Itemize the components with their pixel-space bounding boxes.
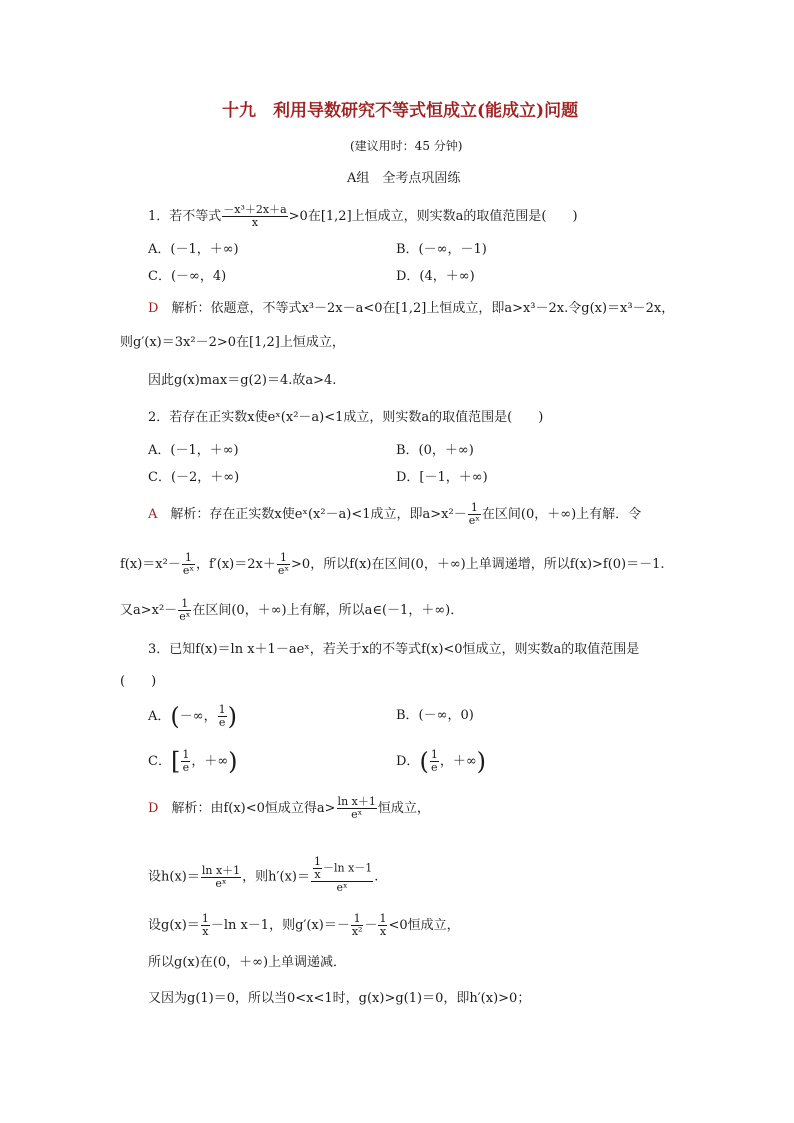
q3-frac-hp-inner-den: x xyxy=(314,868,321,881)
q1-option-c: C．(－∞，4) xyxy=(148,269,227,284)
q2-frac1 xyxy=(468,502,481,527)
q1-sol1: 解析：依题意，不等式x³－2x－a<0在[1,2]上恒成立，即a>x³－2x.令g(x)＝x³－2x， xyxy=(171,301,675,316)
q3-optD-label: D． xyxy=(396,754,420,769)
q2-frac4-num: 1 xyxy=(178,598,191,611)
q2-frac2-den: eˣ xyxy=(182,564,195,577)
q2-solution-line2 xyxy=(120,552,665,577)
q3-optD-den: e xyxy=(431,761,438,774)
q1-option-a: A．(－1，＋∞) xyxy=(148,242,239,257)
q1-suffix: >0在[1,2]上恒成立，则实数a的取值范围是( ) xyxy=(288,209,578,224)
q3-frac-h xyxy=(337,796,377,821)
q3-optC-label: C． xyxy=(148,754,171,769)
q3-frac-gp2-num: 1 xyxy=(379,912,387,925)
q3-frac-hp-inner xyxy=(313,856,322,881)
q2-option-a: A．(－1，＋∞) xyxy=(148,443,239,458)
q3-frac-hp xyxy=(311,856,373,894)
q3-sol1a: 解析：由f(x)<0恒成立得a> xyxy=(171,801,336,816)
q3-frac-g-den: x xyxy=(202,925,209,938)
q2-frac3 xyxy=(277,552,290,577)
q2-option-d: D．[－1，＋∞) xyxy=(396,470,488,485)
q3-sol2b: ，则h′(x)＝ xyxy=(242,869,310,885)
q2-solution-line1 xyxy=(148,502,641,527)
q1-frac-den: x xyxy=(251,216,259,229)
q3-frac-g xyxy=(201,913,210,938)
question-3-line1: 3．已知f(x)＝ln x＋1－aeˣ，若关于x的不等式f(x)<0恒成立，则实数a的取值范围是 xyxy=(148,642,640,657)
q3-solution-line1 xyxy=(148,796,430,821)
q3-optA-label: A． xyxy=(148,709,171,724)
q1-fraction xyxy=(222,204,287,229)
q2-sol1b: 在区间(0，＋∞)上有解．令 xyxy=(481,507,642,522)
page-title: 十九 利用导数研究不等式恒成立(能成立)问题 xyxy=(222,101,579,121)
q3-option-b: B．(－∞，0) xyxy=(396,708,474,723)
q3-frac-h-num: ln x＋1 xyxy=(337,795,376,808)
q2-frac4 xyxy=(178,598,191,623)
q2-frac2 xyxy=(182,552,195,577)
q3-sol1b: 恒成立， xyxy=(377,801,430,816)
q3-option-d: D．( $\frac{1}{e}$ ，＋∞) xyxy=(396,747,487,776)
question-2: 2．若存在正实数x使eˣ(x²－a)<1成立，则实数a的取值范围是( ) xyxy=(148,410,544,425)
q3-frac-gp2-den: x xyxy=(379,925,387,938)
q3-frac-gp1-den: x² xyxy=(351,925,363,938)
q2-sol2a: f(x)＝x²－ xyxy=(120,557,181,572)
q3-frac-h2 xyxy=(201,865,241,890)
time-hint: (建议用时：45 分钟) xyxy=(350,139,463,153)
q3-frac-hp-rest: －ln x－1 xyxy=(322,861,373,875)
q3-answer: D xyxy=(148,801,159,816)
q2-option-b: B．(0，＋∞) xyxy=(396,443,474,458)
q3-option-c: C．[ $\frac{1}{e}$ ，＋∞) xyxy=(148,747,238,776)
q1-prefix: 1．若不等式 xyxy=(148,209,222,224)
q2-sol3b: 在区间(0，＋∞)上有解，所以a∈(－1，＋∞)． xyxy=(192,603,464,618)
q3-solution-line3: 设g(x)＝ $\frac{1}{x}$ －ln x－1，则g′(x)＝－ $\frac{1}{\text{x²}}$ － $\frac{1}{x}$ <0恒成立， xyxy=(148,912,460,938)
q3-optD-inner: ，＋∞ xyxy=(439,754,477,769)
q3-frac-h2-den: eˣ xyxy=(215,876,227,890)
q2-frac1-den: eˣ xyxy=(468,514,480,527)
q3-sol3b: －ln x－1，则g′(x)＝－ xyxy=(210,918,350,933)
q3-optA-frac xyxy=(218,704,227,729)
q3-frac-gp1 xyxy=(351,913,364,938)
q1-solution-line1 xyxy=(148,301,674,317)
q2-option-c: C．(－2，＋∞) xyxy=(148,470,240,485)
q2-sol2b: ，f′(x)＝2x＋ xyxy=(196,557,276,572)
question-3-line2: ( ) xyxy=(120,674,157,689)
q2-sol3a: 又a>x²－ xyxy=(120,603,178,618)
q3-solution-line4: 所以g(x)在(0，＋∞)上单调递减． xyxy=(148,955,347,970)
q1-solution-line2: 则g′(x)＝3x²－2>0在[1,2]上恒成立， xyxy=(120,335,345,350)
q3-frac-hp-num xyxy=(311,856,373,882)
q3-optC-frac xyxy=(181,749,190,774)
q3-optA-den: e xyxy=(218,716,226,729)
q2-sol2c: >0，所以f(x)在区间(0，＋∞)上单调递增，所以f(x)>f(0)＝－1. xyxy=(291,557,665,572)
q3-optA-inner: －∞， xyxy=(179,709,217,724)
q3-optD-num: 1 xyxy=(430,748,438,761)
q1-option-b: B．(－∞，－1) xyxy=(396,242,487,257)
q3-optA-num: 1 xyxy=(218,703,226,716)
q3-frac-hp-inner-num: 1 xyxy=(313,855,321,868)
q3-optC-inner: ，＋∞ xyxy=(191,754,229,769)
q2-frac2-num: 1 xyxy=(182,552,195,565)
q3-frac-g-num: 1 xyxy=(201,912,209,925)
q3-frac-gp2 xyxy=(378,913,387,938)
q1-option-d: D．(4，＋∞) xyxy=(396,269,475,284)
q1-solution-line3: 因此g(x)max＝g(2)＝4.故a>4. xyxy=(148,373,337,388)
q3-solution-line2: 设h(x)＝ $\frac{\text{ln x＋1}}{\text{eˣ}}$ ，则h′(x)＝ $\frac{1}{x}$ －ln x－1 eˣ . xyxy=(148,855,379,894)
q3-sol3a: 设g(x)＝ xyxy=(148,918,200,933)
q3-frac-hp-den: eˣ xyxy=(336,881,348,894)
q2-frac3-den: eˣ xyxy=(277,564,290,577)
q3-frac-h2-num: ln x＋1 xyxy=(201,863,241,877)
q2-frac1-num: 1 xyxy=(468,502,481,515)
q2-sol1a: 解析：存在正实数x使eˣ(x²－a)<1成立，即a>x²－ xyxy=(170,507,467,522)
q3-optC-num: 1 xyxy=(182,748,190,761)
q2-answer: A xyxy=(148,507,158,522)
q1-answer: D xyxy=(148,301,159,316)
q3-optD-frac xyxy=(430,749,439,774)
q2-frac3-num: 1 xyxy=(277,552,290,565)
q3-frac-h-den: eˣ xyxy=(351,808,363,821)
q3-option-a: A．(－∞， $\frac{1}{e}$ ) xyxy=(148,702,237,731)
q2-solution-line3 xyxy=(120,598,463,623)
q3-sol2a: 设h(x)＝ xyxy=(148,869,200,885)
q3-sol3c: <0恒成立， xyxy=(388,918,460,933)
q3-frac-gp1-num: 1 xyxy=(351,913,364,926)
q3-solution-line5: 又因为g(1)＝0，所以当0<x<1时，g(x)>g(1)＝0，即h′(x)>0； xyxy=(148,991,531,1006)
q3-optC-den: e xyxy=(182,761,190,774)
group-heading: A组 全考点巩固练 xyxy=(347,171,461,186)
q2-frac4-den: eˣ xyxy=(179,610,191,623)
q1-frac-num: －x³＋2x＋a xyxy=(223,203,287,216)
question-1 xyxy=(148,204,578,229)
